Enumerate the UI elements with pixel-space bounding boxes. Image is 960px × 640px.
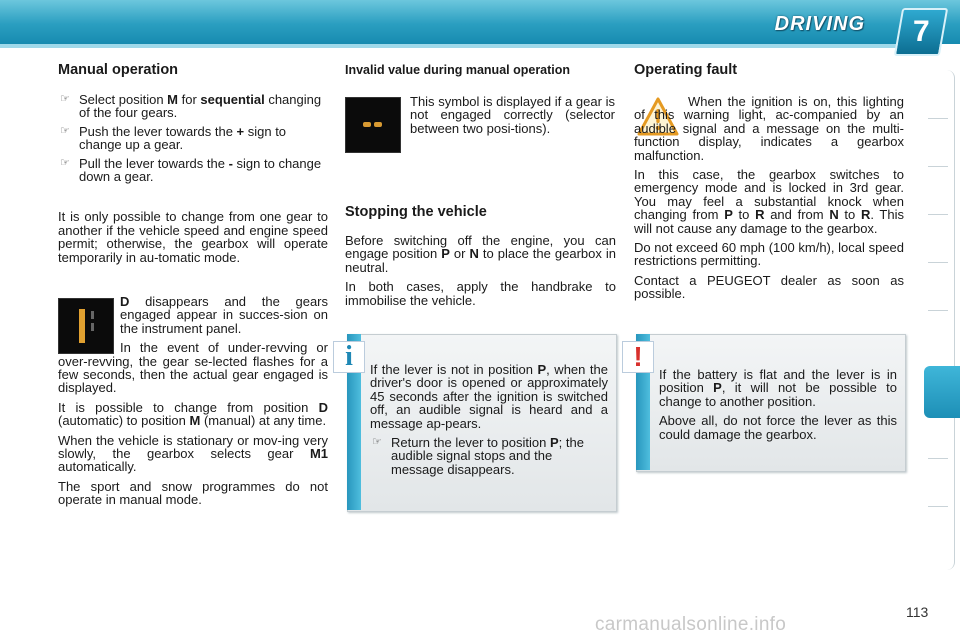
info-note-bullet: ☞ Return the lever to position P; the audible signal stops and the message disappears. bbox=[372, 435, 584, 477]
tab-divider bbox=[928, 458, 948, 459]
info-note-content bbox=[370, 363, 608, 481]
invalid-gear-icon bbox=[346, 98, 400, 152]
watermark: carmanualsonline.info bbox=[595, 614, 787, 635]
stopping-title: Stopping the vehicle bbox=[345, 204, 487, 220]
info-icon: i bbox=[333, 341, 365, 373]
tab-divider bbox=[928, 310, 948, 311]
paragraph-gear-change: It is only possible to change from one gear to another if the vehicle speed and engine speed permit; otherwise, the gearbox will operate temporarily in au-tomatic mode. bbox=[58, 209, 328, 265]
tab-divider bbox=[928, 166, 948, 167]
chapter-badge bbox=[894, 8, 948, 56]
tab-divider bbox=[928, 262, 948, 263]
page-number: 113 bbox=[906, 604, 929, 620]
stopping-section bbox=[345, 204, 616, 313]
paragraph-stationary: When the vehicle is stationary or mov-ing very slowly, the gearbox selects gear M1 automatically. bbox=[58, 432, 328, 475]
paragraph-d-disappears: D disappears and the gears engaged appear in succes-sion on the instrument panel. bbox=[120, 294, 328, 336]
invalid-value-title: Invalid value during manual operation bbox=[345, 63, 571, 77]
tab-divider bbox=[928, 506, 948, 507]
paragraph-change-d-to-m: It is possible to change from position D (automatic) to position M (manual) at any time. bbox=[58, 399, 328, 429]
pointing-hand-icon: ☞ bbox=[60, 93, 70, 105]
pointing-hand-icon: ☞ bbox=[60, 124, 70, 137]
operating-fault-title: Operating fault bbox=[634, 62, 738, 78]
invalid-value-title-wrap bbox=[345, 64, 575, 77]
invalid-value-image bbox=[345, 97, 401, 153]
active-chapter-tab[interactable] bbox=[924, 366, 960, 418]
pointing-hand-icon: ☞ bbox=[60, 156, 70, 169]
bullet-push-lever: ☞ Push the lever towards the + sign to change up a gear. bbox=[60, 123, 287, 153]
manual-operation-section bbox=[58, 62, 328, 270]
paragraph-sport-snow: The sport and snow programmes do not operate in manual mode. bbox=[58, 478, 328, 508]
bullet-pull-lever: ☞ Pull the lever towards the - sign to change down a gear. bbox=[60, 155, 322, 185]
operating-fault-section bbox=[634, 62, 904, 78]
invalid-value-text: This symbol is displayed if a gear is not engaged correctly (selector between two posi-tions). bbox=[410, 94, 615, 136]
manual-operation-title: Manual operation bbox=[58, 62, 179, 78]
paragraph-speed-limit: Do not exceed 60 mph (100 km/h), local speed restrictions permitting. bbox=[634, 240, 904, 269]
paragraph-emergency-mode: In this case, the gearbox switches to emergency mode and is locked in 3rd gear. You may feel a substantial knock when changing from P to R and from N to R. This will not cause any damage to the gearbox. bbox=[634, 167, 904, 236]
warning-note-paragraph-2: Above all, do not force the lever as this could damage the gearbox. bbox=[659, 413, 897, 442]
paragraph-handbrake: In both cases, apply the handbrake to immobilise the vehicle. bbox=[345, 279, 616, 308]
operating-fault-text bbox=[634, 95, 904, 307]
exclamation-icon: ! bbox=[622, 341, 654, 373]
bullet-select-m: ☞ Select position M for sequential changing of the four gears. bbox=[60, 92, 322, 121]
paragraph-before-switching-off: Before switching off the engine, you can engage position P or N to place the gearbox in neutral. bbox=[345, 233, 616, 275]
invalid-value-text-wrap bbox=[410, 95, 615, 141]
info-note-paragraph: If the lever is not in position P, when the driver's door is opened or approximately 45 seconds after the ignition is switched off, an audible signal is heard and a message ap-pears. bbox=[370, 362, 608, 431]
paragraph-warning-light: When the ignition is on, this lighting of this warning light, ac-companied by an audible signal and a message on the multi-function display, indicates a gearbox malfunction. bbox=[634, 94, 904, 163]
paragraph-contact-dealer: Contact a PEUGEOT dealer as soon as possible. bbox=[634, 272, 904, 302]
pointing-hand-icon: ☞ bbox=[372, 436, 382, 449]
tab-divider bbox=[928, 214, 948, 215]
tab-divider bbox=[928, 118, 948, 119]
manual-operation-continued bbox=[58, 295, 328, 513]
chapter-number: 7 bbox=[912, 15, 930, 48]
warning-note-paragraph: If the battery is flat and the lever is in position P, it will not be possible to change to another position. bbox=[659, 367, 898, 409]
warning-note-content bbox=[659, 368, 897, 447]
chapter-tabs bbox=[928, 70, 955, 570]
header-underline bbox=[0, 44, 900, 48]
chapter-title: DRIVING bbox=[774, 13, 865, 35]
paragraph-under-revving: In the event of under-revving or over-revving, the gear se-lected flashes for a few seconds, then the actual gear engaged is displayed. bbox=[58, 340, 328, 396]
